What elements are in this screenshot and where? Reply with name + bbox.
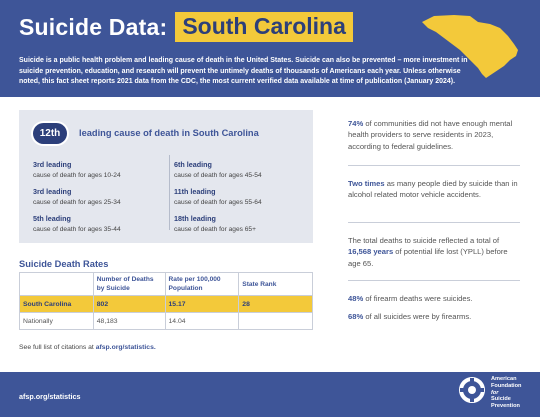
afsp-lifebuoy-icon <box>459 377 485 403</box>
rank-item-desc: cause of death for ages 55-64 <box>174 199 262 206</box>
table-cell: South Carolina <box>20 296 94 313</box>
table-header-cell <box>20 273 94 296</box>
stat-text: The total deaths to suicide reflected a total of <box>348 236 500 245</box>
table-cell: 14.04 <box>165 313 239 330</box>
rates-title: Suicide Death Rates <box>19 259 109 269</box>
rates-table <box>19 272 313 330</box>
rank-badge: 12th <box>33 123 67 144</box>
stat-text: of communities did not have enough mental health providers to serve residents in 2023, according to federal guidelines. <box>348 119 513 151</box>
afsp-wordmark-line: for <box>491 389 499 396</box>
title-state: South Carolina <box>175 12 353 42</box>
stat-text: as many people died by suicide than in alcohol related motor vehicle accidents. <box>348 179 518 200</box>
rank-title: leading cause of death in South Carolina <box>79 128 259 138</box>
table-cell: 28 <box>239 296 313 313</box>
table-cell <box>239 313 313 330</box>
table-header-cell: Rate per 100,000 Population <box>165 273 239 296</box>
afsp-wordmark <box>491 376 521 410</box>
stat-highlight: 74% <box>348 119 364 128</box>
stat-highlight: 16,568 years <box>348 247 394 257</box>
footer-url[interactable]: afsp.org/statistics <box>19 392 81 401</box>
rank-item-desc: cause of death for ages 10-24 <box>33 172 121 179</box>
page-title <box>19 12 353 42</box>
table-cell: 802 <box>93 296 165 313</box>
afsp-wordmark-line: American <box>491 376 517 382</box>
rank-item-label: 18th leading <box>174 214 216 223</box>
leading-cause-panel <box>19 110 313 243</box>
stat-firearm-deaths <box>348 293 520 304</box>
citation-link[interactable]: afsp.org/statistics. <box>95 344 156 351</box>
stat-text: of potential life lost (YPLL) before age 65. <box>348 247 508 268</box>
rank-item-desc: cause of death for ages 45-54 <box>174 172 262 179</box>
stat-highlight: Two times <box>348 179 385 188</box>
footer-bar <box>0 372 540 417</box>
rank-item-label: 3rd leading <box>33 160 72 169</box>
rank-item <box>33 214 121 233</box>
table-row <box>20 313 313 330</box>
stat-highlight: 68% <box>348 312 364 321</box>
table-header-cell: State Rank <box>239 273 313 296</box>
afsp-wordmark-line: Prevention <box>491 403 520 410</box>
stat-text: of firearm deaths were suicides. <box>363 294 473 303</box>
intro-text: Suicide is a public health problem and leading cause of death in the United States. Suicide can also be prevented – more investment in suicide prevention, education, and research will prevent the untimely deaths of thousands of Americans each year. Unless otherwise noted, this fact sheet reports 2021 data from the CDC, the most current verified data available at time of publication (January 2024). <box>19 57 468 86</box>
rank-item-desc: cause of death for ages 25-34 <box>33 199 121 206</box>
afsp-wordmark-line: Foundation <box>491 382 522 389</box>
table-cell: 15.17 <box>165 296 239 313</box>
citation <box>19 344 156 351</box>
title-main: Suicide Data: <box>19 13 168 40</box>
rank-item <box>174 160 262 179</box>
stat-firearm-suicides <box>348 311 520 322</box>
rank-item <box>174 187 262 206</box>
rank-divider <box>169 155 170 230</box>
stat-ypll <box>348 235 520 269</box>
rank-item-label: 3rd leading <box>33 187 72 196</box>
table-row <box>20 296 313 313</box>
rank-item <box>33 187 121 206</box>
rank-item-label: 5th leading <box>33 214 71 223</box>
table-cell: 48,183 <box>93 313 165 330</box>
table-cell: Nationally <box>20 313 94 330</box>
table-header-cell: Number of Deaths by Suicide <box>93 273 165 296</box>
table-header-row <box>20 273 313 296</box>
stat-motor-vehicle <box>348 178 520 201</box>
citation-text: See full list of citations at <box>19 344 94 351</box>
rank-item-desc: cause of death for ages 65+ <box>174 226 256 233</box>
rank-item <box>174 214 256 233</box>
stat-providers <box>348 118 520 152</box>
stat-divider <box>348 280 520 281</box>
stat-divider <box>348 222 520 223</box>
stat-highlight: 48% <box>348 294 364 303</box>
rank-item-label: 11th leading <box>174 187 216 196</box>
header-banner <box>0 0 540 97</box>
afsp-wordmark-line: Suicide <box>491 396 511 403</box>
stat-divider <box>348 165 520 166</box>
rank-item-desc: cause of death for ages 35-44 <box>33 226 121 233</box>
rank-item-label: 6th leading <box>174 160 212 169</box>
stat-text: of all suicides were by firearms. <box>363 312 472 321</box>
rank-item <box>33 160 121 179</box>
